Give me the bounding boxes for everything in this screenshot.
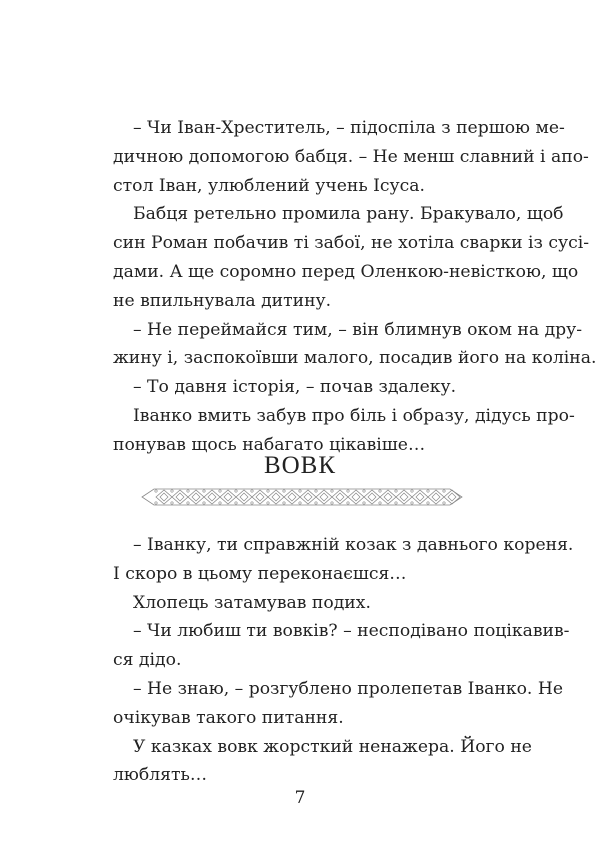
ornament-mark <box>219 502 221 504</box>
paragraphs <box>113 531 574 790</box>
text-line: очікував такого питання. <box>113 707 344 728</box>
ornament-mark <box>347 490 349 492</box>
ornament-mark <box>256 493 264 501</box>
ornament-mark <box>203 502 205 504</box>
ornament-mark <box>171 502 173 504</box>
text-line: понував щось набагато цікавіше… <box>113 434 426 455</box>
paragraph <box>113 200 589 315</box>
text-line: Бабця ретельно промила рану. Бракувало, щоб <box>133 204 564 225</box>
ornament-mark <box>142 489 462 505</box>
ornament-mark <box>352 493 360 501</box>
ornament-mark <box>427 490 429 492</box>
ornament-mark <box>187 502 189 504</box>
ornament-mark <box>204 490 220 504</box>
text-line: Хлопець затамував подих. <box>133 592 371 613</box>
text-line: – Не знаю, – розгублено пролепетав Іванко. Не <box>133 678 564 699</box>
ornament-mark <box>299 502 301 504</box>
text-line: люблять… <box>113 765 208 786</box>
bottom-text <box>113 531 574 790</box>
ornament-mark <box>432 493 440 501</box>
ornament-mark <box>235 490 237 492</box>
paragraph <box>113 617 570 675</box>
ornament-mark <box>368 493 376 501</box>
ornament-mark <box>384 493 392 501</box>
ornament-mark <box>208 493 216 501</box>
paragraph <box>113 531 574 589</box>
ornament-mark <box>332 490 348 504</box>
text-line: жину і, заспокоївши малого, посадив його на коліна. <box>113 348 597 369</box>
ornament-mark <box>427 502 429 504</box>
ornament-mark <box>235 502 237 504</box>
ornament-mark <box>443 502 445 504</box>
text-line: – Іванку, ти справжній козак з давнього кореня. <box>133 535 574 555</box>
ornament-mark <box>236 490 252 504</box>
text-line: – Чи любиш ти вовків? – несподівано поцікавив- <box>133 621 570 642</box>
text-line: – То давня історія, – почав здалеку. <box>133 377 457 398</box>
ornament-mark <box>395 502 397 504</box>
ornament-mark <box>156 490 172 504</box>
ornament-mark <box>315 490 317 492</box>
ornament-mark <box>347 502 349 504</box>
paragraph <box>113 733 532 791</box>
text-line: ся дідо. <box>113 650 182 671</box>
ornament-mark <box>320 493 328 501</box>
paragraph <box>113 675 564 733</box>
ornament-mark <box>252 490 268 504</box>
ornament-mark <box>411 490 413 492</box>
top-text <box>113 114 597 460</box>
ornament-mark <box>284 490 300 504</box>
text-line: І скоро в цьому переконаєшся… <box>113 563 407 584</box>
ornament-mark <box>251 502 253 504</box>
paragraph <box>113 373 518 402</box>
paragraphs <box>113 114 597 460</box>
text-line: У казках вовк жорсткий ненажера. Його не <box>133 736 532 757</box>
ornament-mark <box>396 490 412 504</box>
text-line: син Роман побачив ті забої, не хотіла сварки із сусі- <box>113 233 589 254</box>
ornament-mark <box>300 490 316 504</box>
ornament-mark <box>348 490 364 504</box>
ornament-mark <box>428 490 444 504</box>
ornament-mark <box>304 493 312 501</box>
ornament-mark <box>444 490 460 504</box>
ornament-mark <box>412 490 428 504</box>
ornament-mark <box>288 493 296 501</box>
ornament-mark <box>219 490 221 492</box>
ornament-mark <box>240 493 248 501</box>
ornament-mark <box>400 493 408 501</box>
ornament-mark <box>267 490 269 492</box>
paragraph <box>113 402 575 460</box>
ornament-mark <box>268 490 284 504</box>
chapter-title: ВОВК <box>263 452 337 479</box>
ornament-mark <box>267 502 269 504</box>
ornament-mark <box>172 490 188 504</box>
ornament-mark <box>160 493 168 501</box>
ornament-mark <box>155 490 157 492</box>
ornament-mark <box>203 490 205 492</box>
ornament-mark <box>224 493 232 501</box>
text-line: дичною допомогою бабця. – Не менш славний і апо- <box>113 146 589 167</box>
ornament-mark <box>171 490 173 492</box>
ornament-mark <box>364 490 380 504</box>
ornament-mark <box>283 502 285 504</box>
ornament-mark <box>363 502 365 504</box>
ornament-mark <box>187 490 189 492</box>
paragraph <box>113 114 589 200</box>
text-line: – Не переймайся тим, – він блимнув оком на дру- <box>133 319 583 340</box>
ornament-mark <box>443 490 445 492</box>
ornament-mark <box>316 490 332 504</box>
ornament-divider <box>140 488 464 506</box>
ornament-mark <box>380 490 396 504</box>
ornament-mark <box>331 490 333 492</box>
ornament-mark <box>176 493 184 501</box>
ornament-mark <box>283 490 285 492</box>
text-line: не впильнувала дитину. <box>113 290 332 311</box>
page-number: 7 <box>294 788 306 808</box>
ornament-mark <box>192 493 200 501</box>
ornament-mark <box>315 502 317 504</box>
paragraph <box>113 589 518 618</box>
text-line: – Чи Іван-Хреститель, – підоспіла з першою ме- <box>133 118 565 138</box>
ornament-mark <box>395 490 397 492</box>
ornament-mark <box>155 502 157 504</box>
ornament-mark <box>379 490 381 492</box>
ornament-mark <box>272 493 280 501</box>
ornament-mark <box>411 502 413 504</box>
ornament-mark <box>336 493 344 501</box>
ornament-mark <box>379 502 381 504</box>
ornament-mark <box>220 490 236 504</box>
text-line: стол Іван, улюблений учень Ісуса. <box>113 175 426 196</box>
ornament-mark <box>251 490 253 492</box>
paragraph <box>113 316 597 374</box>
ornament-mark <box>299 490 301 492</box>
text-line: дами. А ще соромно перед Оленкою-невісткою, що <box>113 261 579 282</box>
ornament-mark <box>416 493 424 501</box>
text-line: Іванко вмить забув про біль і образу, дідусь про- <box>133 405 575 426</box>
ornament-mark <box>188 490 204 504</box>
ornament-mark <box>363 490 365 492</box>
ornament-mark <box>448 493 456 501</box>
ornament-mark <box>331 502 333 504</box>
